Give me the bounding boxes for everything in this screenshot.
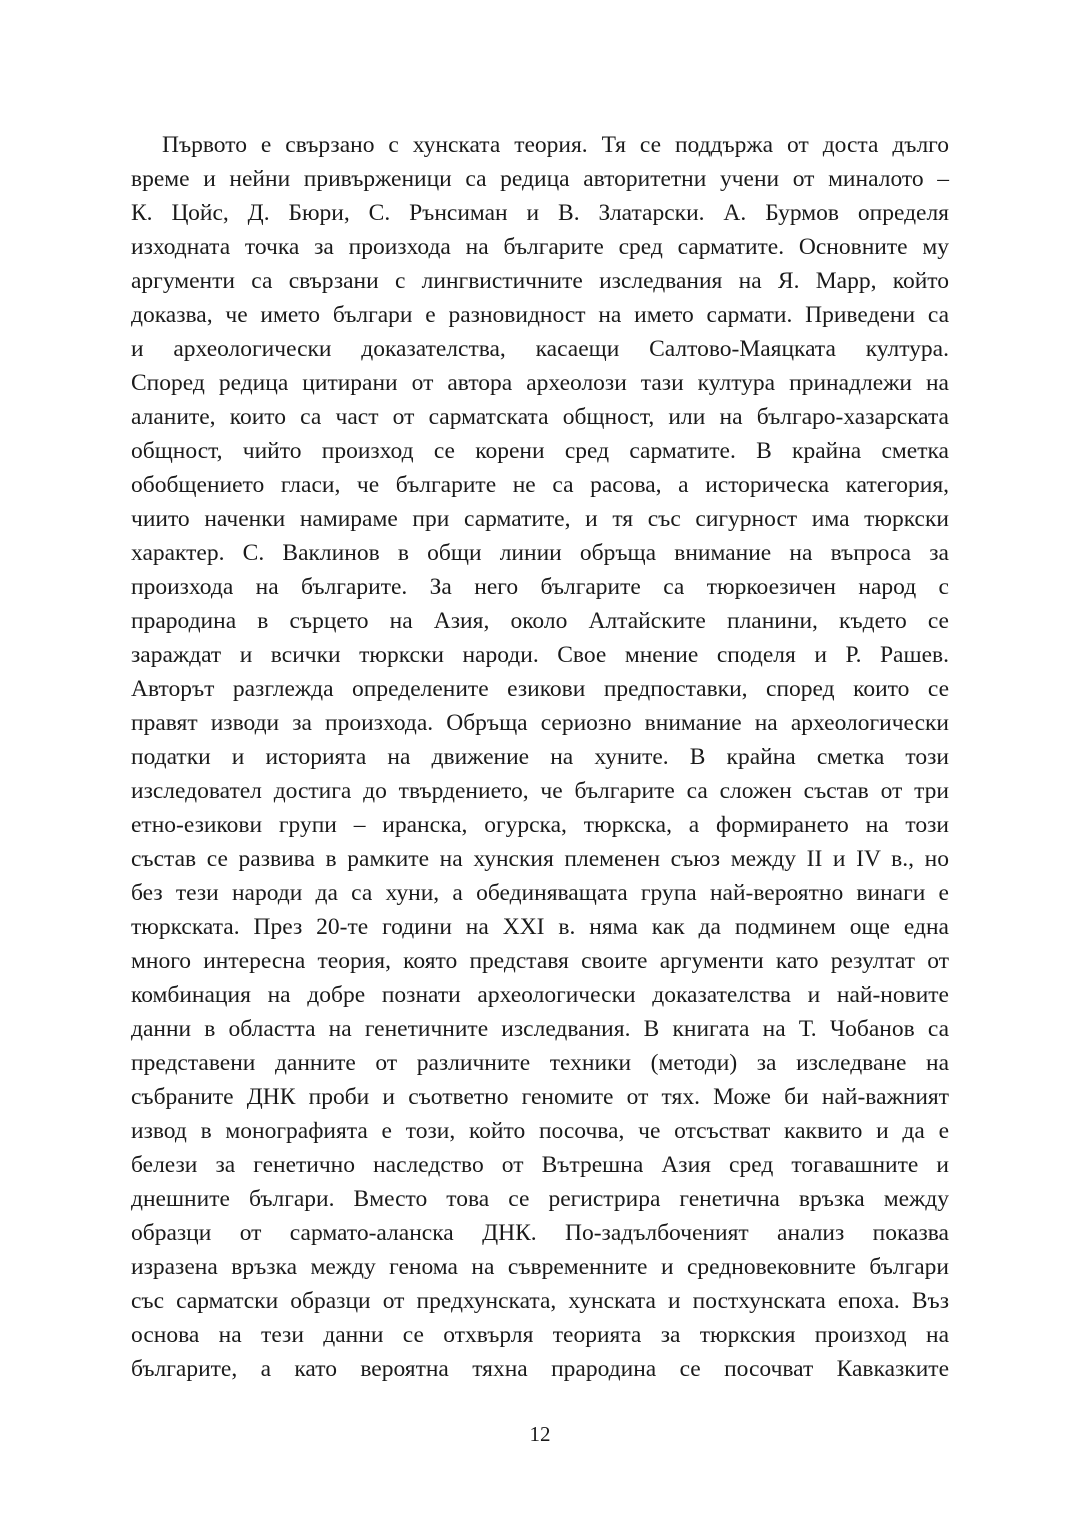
text-line: зараждат и всички тюркски народи. Свое мнение споделя и Р. Рашев. xyxy=(131,642,949,668)
text-line: правят изводи за произхода. Обръща сериозно внимание на археологически xyxy=(131,710,949,736)
text-line: податки и историята на движение на хуните. В крайна сметка този xyxy=(131,744,949,770)
text-line: Според редица цитирани от автора археолози тази култура принадлежи на xyxy=(131,370,949,396)
text-line: образци от сармато-аланска ДНК. По-задълбоченият анализ показва xyxy=(131,1220,949,1246)
text-line: аланите, които са част от сарматската общност, или на българо-хазарската xyxy=(131,404,949,430)
text-line: комбинация на добре познати археологически доказателства и най-новите xyxy=(131,982,949,1008)
text-line: аргументи са свързани с лингвистичните изследвания на Я. Марр, който xyxy=(131,268,949,294)
text-line: доказва, че името българи е разновидност на името сармати. Приведени са xyxy=(131,302,949,328)
text-line: българите, а като вероятна тяхна прародина се посочват Кавказките xyxy=(131,1356,949,1382)
text-line: общност, чийто произход се корени сред сарматите. В крайна сметка xyxy=(131,438,949,464)
text-line: изходната точка за произхода на българите сред сарматите. Основните му xyxy=(131,234,949,260)
text-line: чиито наченки намираме при сарматите, и тя със сигурност има тюркски xyxy=(131,506,949,532)
text-line: основа на тези данни се отхвърля теорията за тюркския произход на xyxy=(131,1322,949,1348)
text-line: белези за генетично наследство от Вътрешна Азия сред тогавашните и xyxy=(131,1152,949,1178)
text-line: със сарматски образци от предхунската, хунската и постхунската епоха. Въз xyxy=(131,1288,949,1314)
text-line: изследовател достига до твърдението, че българите са сложен състав от три xyxy=(131,778,949,804)
text-line: представени данните от различните техники (методи) за изследване на xyxy=(131,1050,949,1076)
text-line: етно-езикови групи – иранска, огурска, тюркска, а формирането на този xyxy=(131,812,949,838)
text-line: Авторът разглежда определените езикови предпоставки, според които се xyxy=(131,676,949,702)
text-line: време и нейни привърженици са редица авторитетни учени от миналото – xyxy=(131,166,949,192)
text-line: произхода на българите. За него българите са тюркоезичен народ с xyxy=(131,574,949,600)
text-line: тюркската. През 20-те години на XXI в. няма как да подминем още една xyxy=(131,914,949,940)
text-line: и археологически доказателства, касаещи Салтово-Маяцката култура. xyxy=(131,336,949,362)
text-line: изразена връзка между генома на съвременните и средновековните българи xyxy=(131,1254,949,1280)
text-line: К. Цойс, Д. Бюри, С. Рънсиман и В. Златарски. А. Бурмов определя xyxy=(131,200,949,226)
text-line: обобщението гласи, че българите не са расова, а историческа категория, xyxy=(131,472,949,498)
text-line: събраните ДНК проби и съответно геномите от тях. Може би най-важният xyxy=(131,1084,949,1110)
text-line: извод в монографията е този, който посочва, че отсъстват каквито и да е xyxy=(131,1118,949,1144)
text-line: без тези народи да са хуни, а обединяващата група най-вероятно винаги е xyxy=(131,880,949,906)
page-number: 12 xyxy=(529,1422,551,1446)
text-line: Първото е свързано с хунската теория. Тя се поддържа от доста дълго xyxy=(162,132,949,158)
text-line: състав се развива в рамките на хунския племенен съюз между II и IV в., но xyxy=(131,846,949,872)
text-line: данни в областта на генетичните изследвания. В книгата на Т. Чобанов са xyxy=(131,1016,949,1042)
text-line: характер. С. Ваклинов в общи линии обръща внимание на въпроса за xyxy=(131,540,949,566)
text-line: днешните българи. Вместо това се регистрира генетична връзка между xyxy=(131,1186,949,1212)
text-line: прародина в сърцето на Азия, около Алтайските планини, където се xyxy=(131,608,949,634)
text-line: много интересна теория, която представя своите аргументи като резултат от xyxy=(131,948,949,974)
body-paragraph xyxy=(131,128,949,1386)
